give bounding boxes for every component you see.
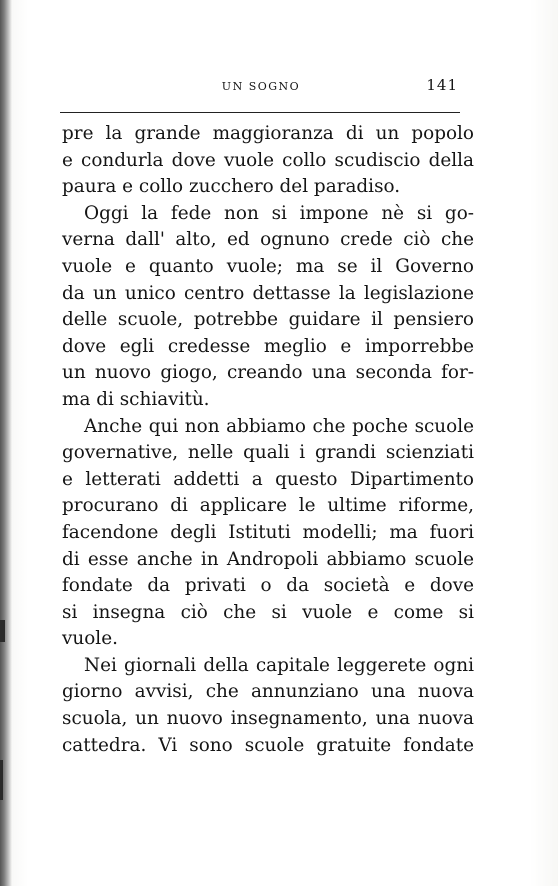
header-rule [60,112,460,113]
running-head [62,76,460,96]
text-line: governative, nelle quali i grandi scienziati [62,442,474,464]
text-line: e condurla dove vuole collo scudiscio della [62,149,474,171]
text-line: paura e collo zucchero del paradiso. [62,176,401,198]
text-line: giorno avvisi, che annunziano una nuova [62,681,474,703]
text-line: di esse anche in Andropoli abbiamo scuole [62,548,474,570]
text-line: procurano di applicare le ultime riforme, [62,495,474,517]
text-line: facendone degli Istituti modelli; ma fuori [62,521,474,543]
text-line: cattedra. Vi sono scuole gratuite fondate [62,734,474,756]
running-title: UN SOGNO [221,80,301,93]
text-line: Oggi la fede non si impone nè si go- [84,202,474,224]
body-text [62,121,474,759]
text-line: fondate da privati o da società e dove [62,575,474,597]
text-line: da un unico centro dettasse la legislazione [62,282,474,304]
text-line: Nei giornali della capitale leggerete ogni [84,654,474,676]
text-line: vuole e quanto vuole; ma se il Governo [62,255,474,277]
text-line: e letterati addetti a questo Dipartimento [62,468,474,490]
gutter-mark [0,620,5,642]
page-number: 141 [426,76,458,94]
text-line: Anche qui non abbiamo che poche scuole [84,415,474,437]
text-line: verna dall' alto, ed ognuno crede ciò che [62,229,474,251]
gutter-mark [0,760,3,800]
text-line: vuole. [62,628,118,650]
text-line: scuola, un nuovo insegnamento, una nuova [62,708,474,730]
text-line: delle scuole, potrebbe guidare il pensiero [62,309,474,331]
text-line: ma di schiavitù. [62,388,210,410]
text-line: un nuovo giogo, creando una seconda for- [62,362,474,384]
text-line: dove egli credesse meglio e imporrebbe [62,335,474,357]
text-line: si insegna ciò che si vuole e come si [62,601,474,623]
page-gutter-shadow [0,0,12,886]
text-line: pre la grande maggioranza di un popolo [62,123,474,144]
